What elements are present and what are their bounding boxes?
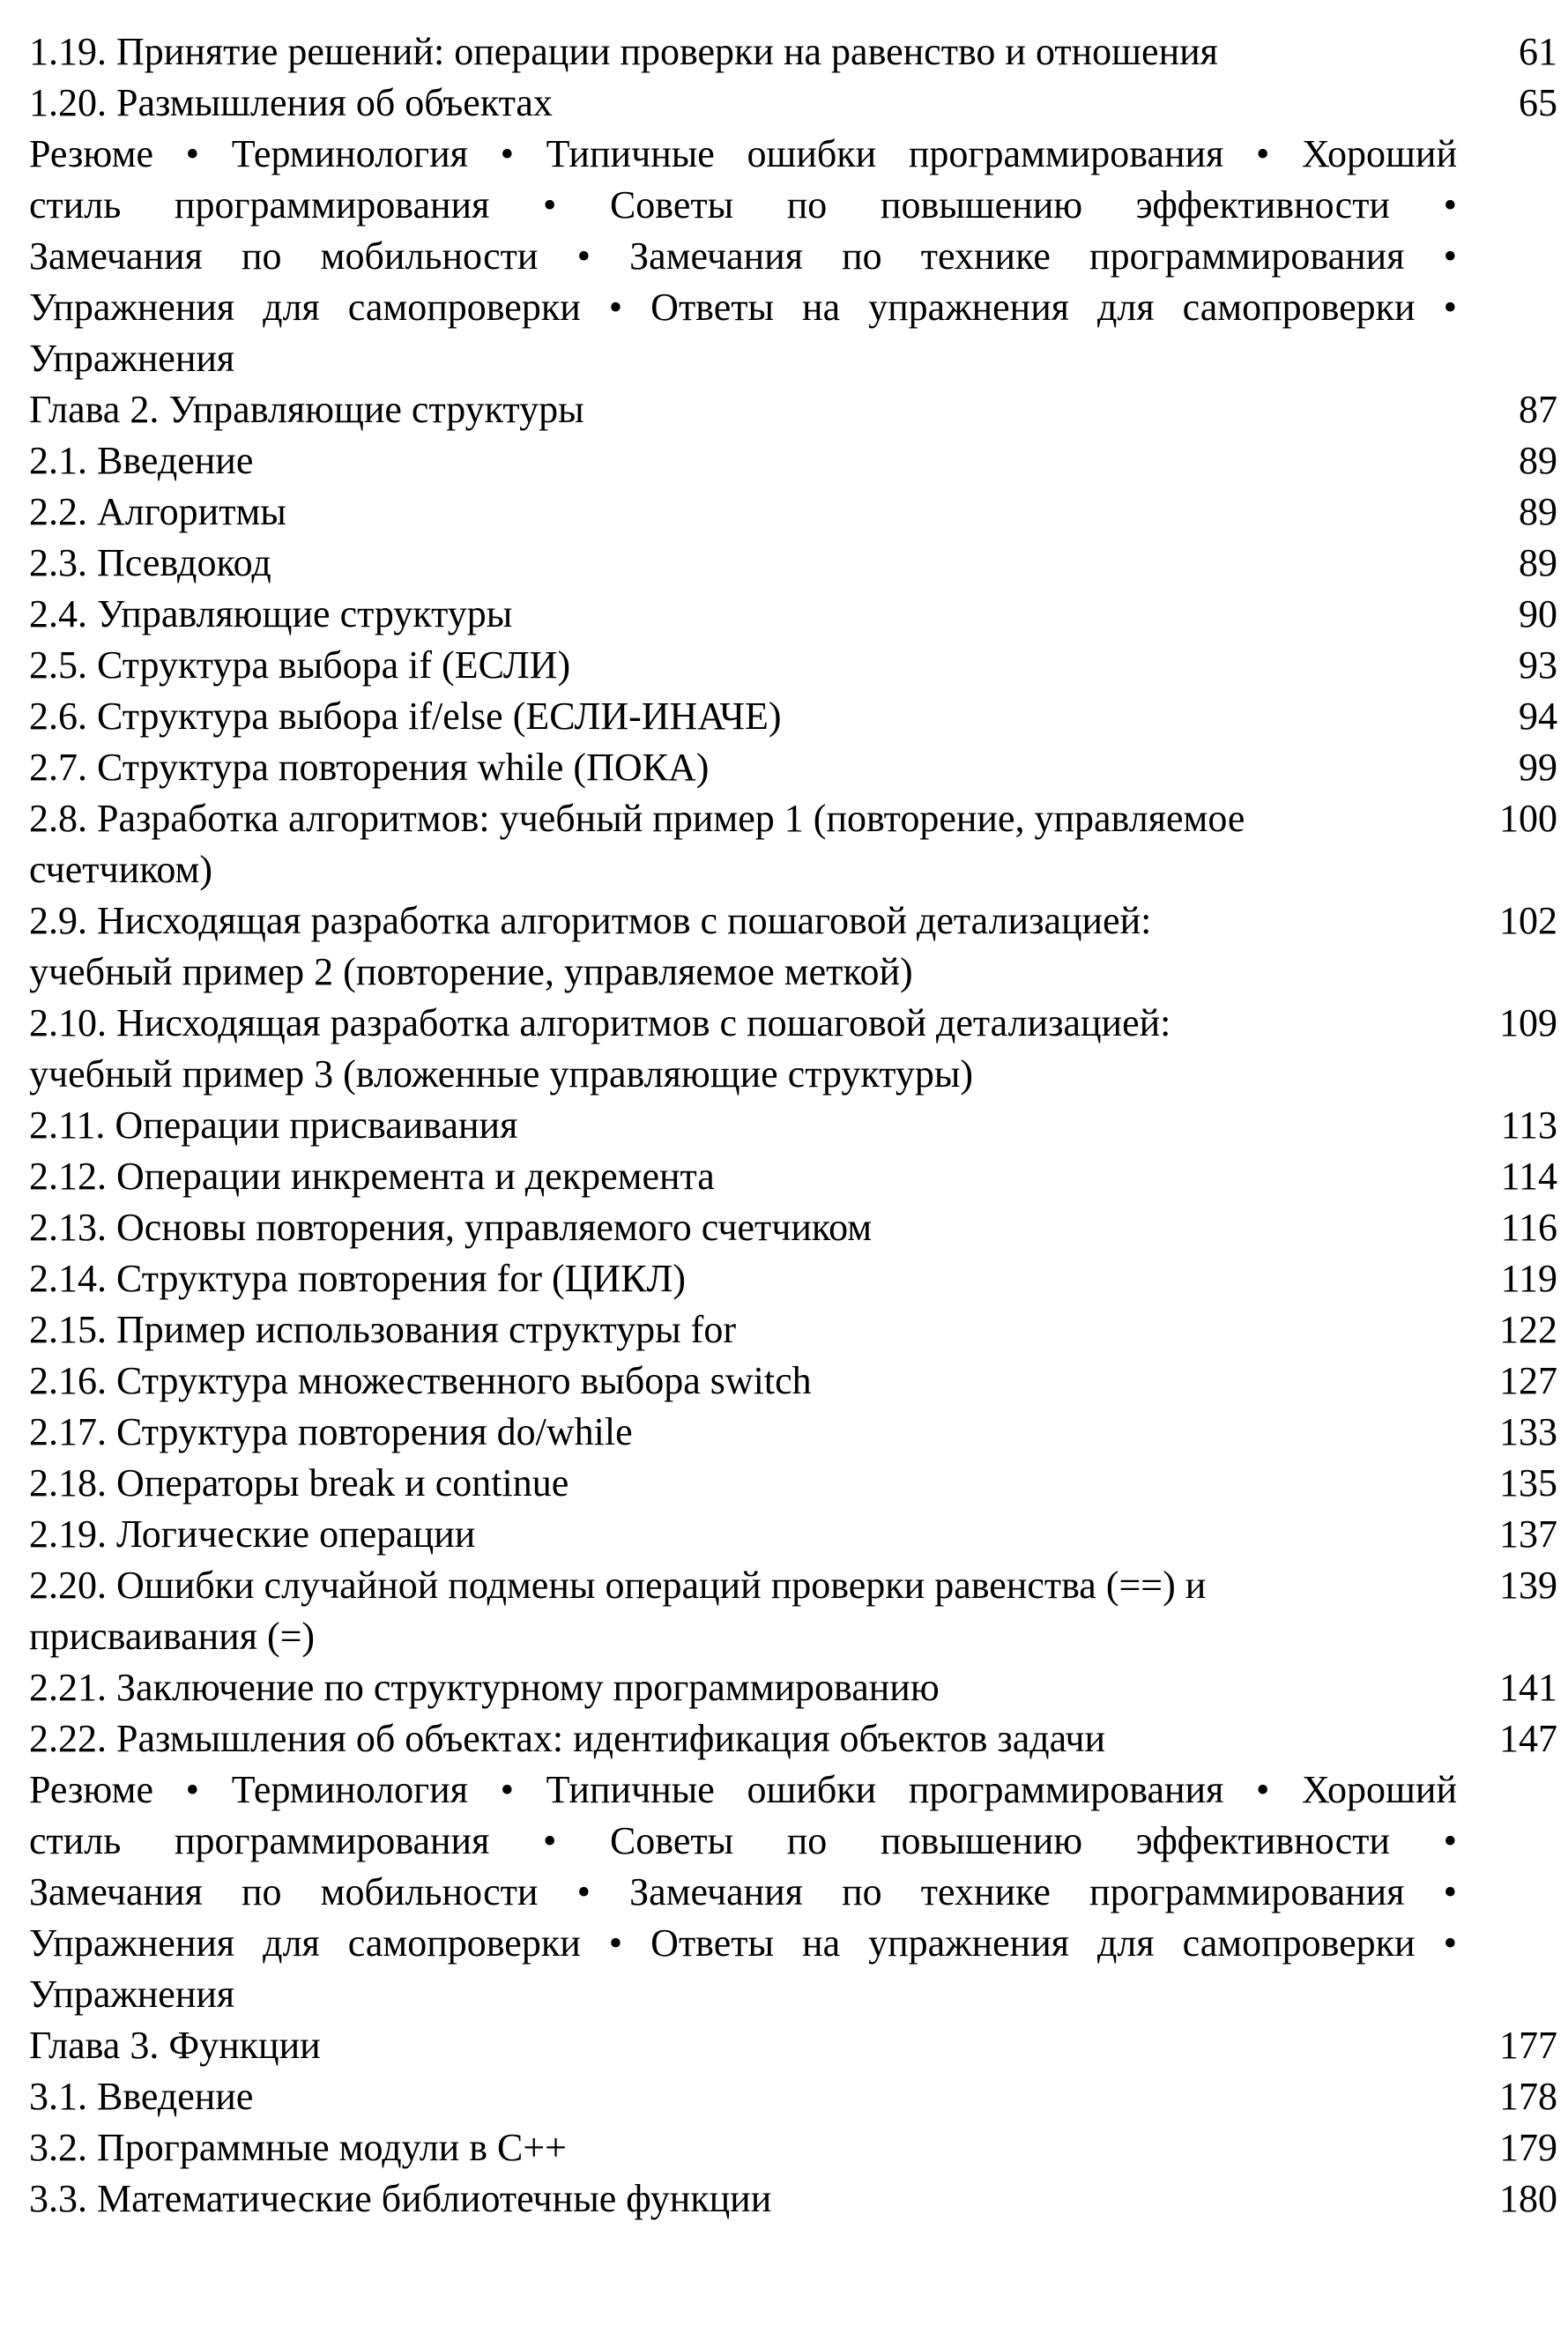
toc-page-number: 100 — [1499, 797, 1557, 840]
toc-entry — [29, 2173, 1557, 2225]
toc-entry — [29, 1356, 1557, 1407]
toc-entry-title: 2.12. Операции инкремента и декремента — [29, 1155, 715, 1198]
toc-page-number: 139 — [1499, 1564, 1557, 1607]
toc-entry-continuation — [29, 844, 1557, 895]
toc-entry-title: 1.19. Принятие решений: операции проверки на равенство и отношения — [29, 30, 1218, 73]
toc-entry-title: 1.20. Размышления об объектах — [29, 81, 553, 124]
toc-entry — [29, 1407, 1557, 1458]
chapter-summary-line: Упражнения — [29, 337, 235, 380]
toc-entry — [29, 2071, 1557, 2122]
toc-entry — [29, 1253, 1557, 1304]
toc-entry — [29, 1458, 1557, 1509]
toc-entry-continuation — [29, 1611, 1557, 1662]
toc-page-number: 141 — [1499, 1666, 1557, 1709]
toc-page-number: 179 — [1499, 2126, 1557, 2169]
toc-page-number: 102 — [1499, 899, 1557, 942]
toc-entry-title: 2.13. Основы повторения, управляемого счетчиком — [29, 1206, 873, 1249]
toc-entry-title: 3.2. Программные модули в C++ — [29, 2126, 567, 2169]
table-of-contents — [29, 26, 1557, 2225]
toc-entry — [29, 1560, 1557, 1611]
chapter-summary-line: стиль программирования • Советы по повышению эффективности • — [29, 183, 1457, 227]
toc-entry — [29, 589, 1557, 640]
toc-entry-title: учебный пример 2 (повторение, управляемое меткой) — [29, 950, 913, 993]
toc-entry — [29, 538, 1557, 589]
toc-entry-title: 3.3. Математические библиотечные функции — [29, 2177, 772, 2220]
toc-entry — [29, 1202, 1557, 1253]
toc-entry — [29, 435, 1557, 487]
toc-entry-title: 2.14. Структура повторения for (ЦИКЛ) — [29, 1257, 687, 1300]
toc-page-number: 122 — [1499, 1308, 1557, 1351]
toc-entry — [29, 1151, 1557, 1202]
toc-entry-title: счетчиком) — [29, 848, 213, 891]
toc-entry — [29, 2020, 1557, 2071]
toc-entry — [29, 1662, 1557, 1713]
toc-entry-title: 2.6. Структура выбора if/else (ЕСЛИ-ИНАЧЕ) — [29, 695, 782, 738]
toc-entry-title: 2.7. Структура повторения while (ПОКА) — [29, 746, 710, 789]
toc-page-number: 178 — [1499, 2075, 1557, 2118]
toc-page-number: 135 — [1499, 1461, 1557, 1505]
toc-page-number: 177 — [1499, 2024, 1557, 2067]
toc-entry-title: Глава 3. Функции — [29, 2024, 321, 2067]
toc-page-number: 89 — [1519, 439, 1557, 482]
toc-entry-title: 2.3. Псевдокод — [29, 541, 271, 584]
chapter-summary-line: Замечания по мобильности • Замечания по технике программирования • — [29, 1870, 1457, 1913]
chapter-summary-line: Упражнения для самопроверки • Ответы на упражнения для самопроверки • — [29, 286, 1457, 329]
toc-page-number: 89 — [1519, 490, 1557, 533]
toc-entry-title: 3.1. Введение — [29, 2075, 254, 2118]
toc-page-number: 127 — [1499, 1359, 1557, 1402]
toc-entry — [29, 742, 1557, 793]
toc-entry-title: 2.4. Управляющие структуры — [29, 592, 513, 635]
toc-entry — [29, 1713, 1557, 1765]
chapter-summary-line: Упражнения для самопроверки • Ответы на упражнения для самопроверки • — [29, 1921, 1457, 1965]
toc-entry-title: Глава 2. Управляющие структуры — [29, 388, 584, 431]
toc-entry — [29, 78, 1557, 129]
toc-entry — [29, 384, 1557, 435]
toc-page-number: 65 — [1519, 81, 1557, 124]
toc-page-number: 137 — [1499, 1512, 1557, 1556]
toc-entry-title: 2.2. Алгоритмы — [29, 490, 286, 533]
toc-page-number: 94 — [1519, 695, 1557, 738]
chapter-summary-line: Резюме • Терминология • Типичные ошибки программирования • Хороший — [29, 132, 1457, 175]
toc-entry-title: 2.18. Операторы break и continue — [29, 1461, 569, 1505]
toc-entry — [29, 2122, 1557, 2173]
toc-entry-title: присваивания (=) — [29, 1615, 316, 1658]
chapter-summary-line: Резюме • Терминология • Типичные ошибки программирования • Хороший — [29, 1768, 1457, 1811]
toc-page-number: 133 — [1499, 1410, 1557, 1453]
toc-page-number: 116 — [1500, 1206, 1557, 1249]
toc-entry-title: 2.1. Введение — [29, 439, 254, 482]
chapter-summary-line: Упражнения — [29, 1973, 235, 2016]
toc-entry — [29, 640, 1557, 691]
toc-entry-title: 2.22. Размышления об объектах: идентификация объектов задачи — [29, 1717, 1106, 1760]
chapter-summary-line: стиль программирования • Советы по повышению эффективности • — [29, 1819, 1457, 1862]
toc-entry-continuation — [29, 1049, 1557, 1100]
toc-entry — [29, 691, 1557, 742]
toc-entry — [29, 1509, 1557, 1560]
toc-entry-title: 2.8. Разработка алгоритмов: учебный пример 1 (повторение, управляемое — [29, 797, 1245, 840]
toc-entry-title: 2.20. Ошибки случайной подмены операций проверки равенства (==) и — [29, 1564, 1207, 1607]
toc-entry — [29, 998, 1557, 1049]
toc-entry — [29, 1100, 1557, 1151]
toc-page-number: 89 — [1519, 541, 1557, 584]
toc-page-number: 114 — [1500, 1155, 1557, 1198]
toc-entry-title: 2.19. Логические операции — [29, 1512, 476, 1556]
toc-entry-title: 2.10. Нисходящая разработка алгоритмов с пошаговой детализацией: — [29, 1001, 1171, 1044]
toc-page-number: 61 — [1519, 30, 1557, 73]
toc-entry — [29, 487, 1557, 538]
chapter-summary-line: Замечания по мобильности • Замечания по технике программирования • — [29, 234, 1457, 278]
toc-page-number: 180 — [1499, 2177, 1557, 2220]
toc-page-number: 113 — [1500, 1103, 1557, 1147]
toc-page-number: 147 — [1499, 1717, 1557, 1760]
toc-entry-title: 2.11. Операции присваивания — [29, 1103, 518, 1147]
toc-entry — [29, 26, 1557, 78]
toc-entry-title: 2.9. Нисходящая разработка алгоритмов с пошаговой детализацией: — [29, 899, 1152, 942]
toc-page-number: 109 — [1499, 1001, 1557, 1044]
toc-entry-title: 2.5. Структура выбора if (ЕСЛИ) — [29, 643, 571, 687]
toc-entry — [29, 1304, 1557, 1356]
toc-page-number: 99 — [1519, 746, 1557, 789]
toc-entry — [29, 793, 1557, 844]
toc-entry-title: 2.15. Пример использования структуры for — [29, 1308, 736, 1351]
toc-page-number: 119 — [1500, 1257, 1557, 1300]
toc-entry-title: 2.17. Структура повторения do/while — [29, 1410, 633, 1453]
toc-entry-title: 2.16. Структура множественного выбора switch — [29, 1359, 812, 1402]
toc-page-number: 87 — [1519, 388, 1557, 431]
toc-entry-title: учебный пример 3 (вложенные управляющие структуры) — [29, 1052, 974, 1096]
toc-entry-continuation — [29, 947, 1557, 998]
toc-entry — [29, 895, 1557, 947]
toc-page-number: 90 — [1519, 592, 1557, 635]
toc-page-number: 93 — [1519, 643, 1557, 687]
toc-entry-title: 2.21. Заключение по структурному программированию — [29, 1666, 940, 1709]
